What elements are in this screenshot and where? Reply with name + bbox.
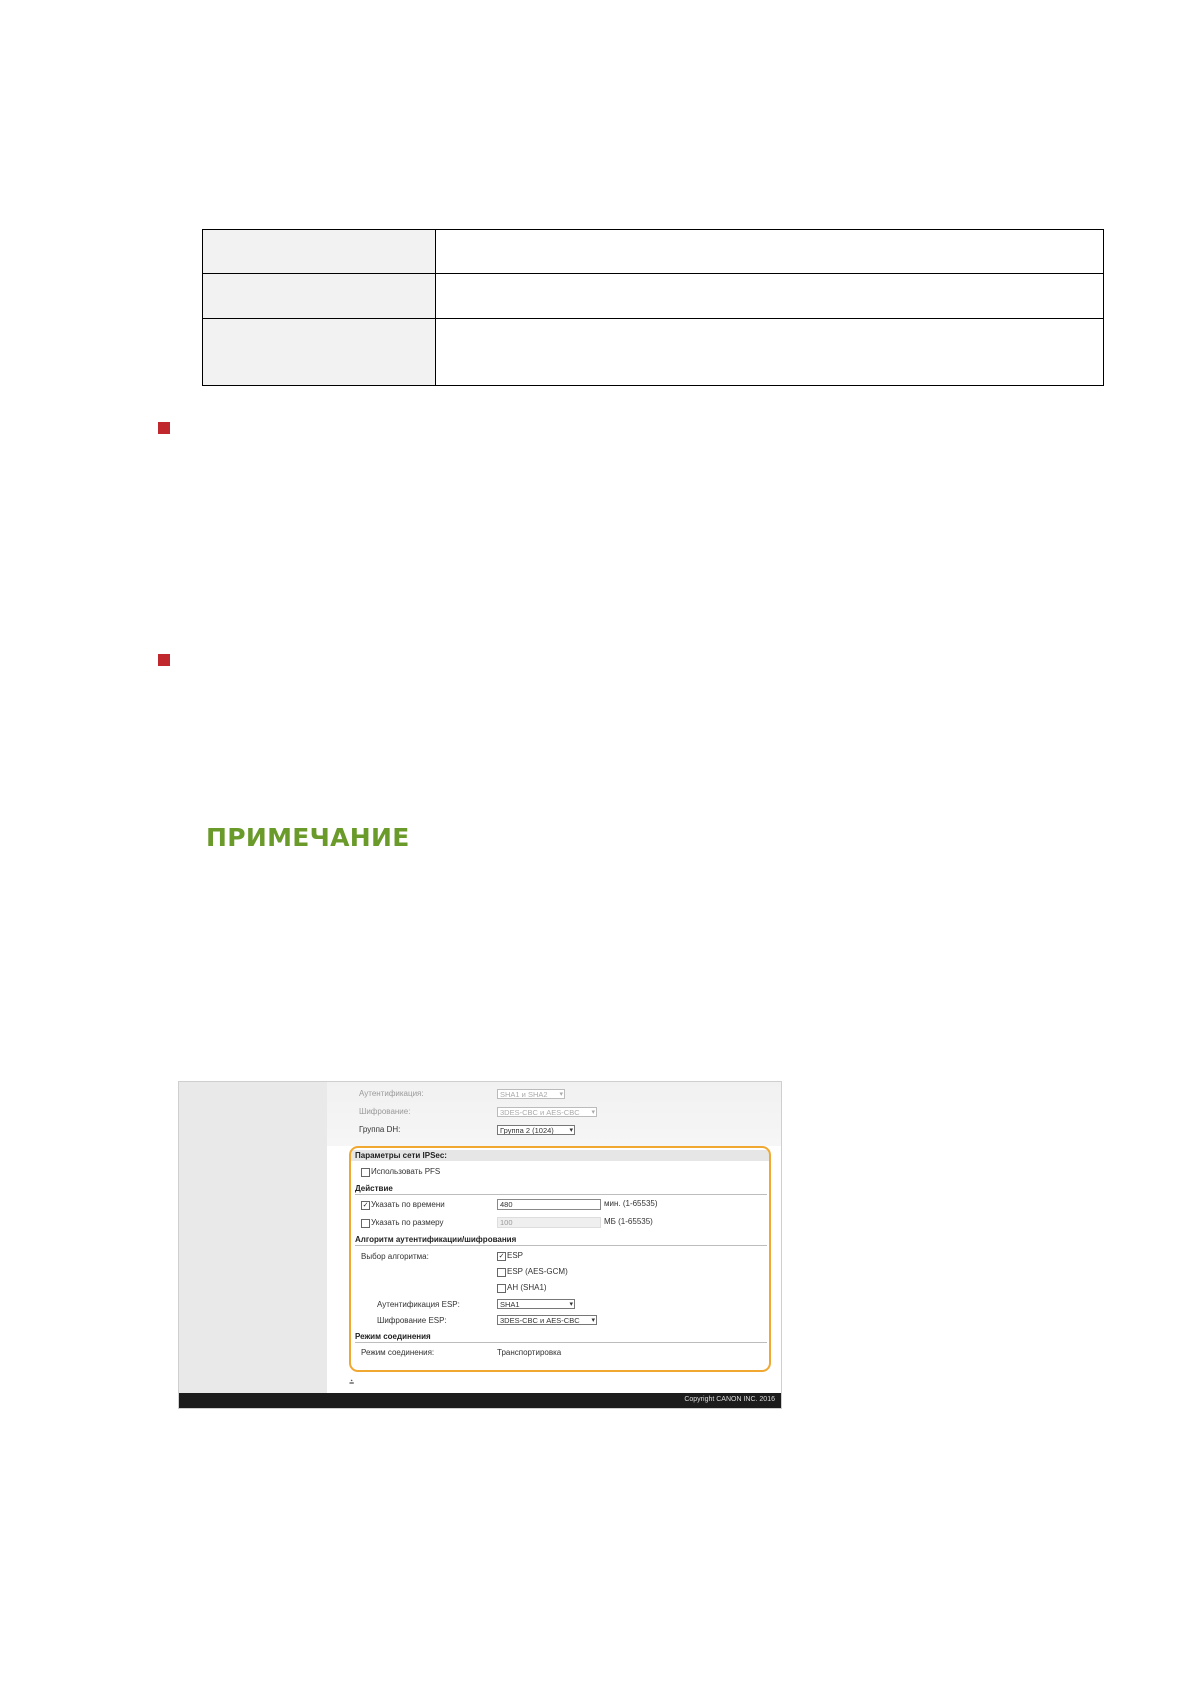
algo-select-label: Выбор алгоритма: [361,1252,429,1261]
use-pfs-label: Использовать PFS [371,1167,441,1176]
table-cell-label [203,230,436,274]
esp-enc-value: 3DES-CBC и AES-CBC [500,1316,580,1325]
highlight-frame [349,1146,771,1372]
info-table [202,229,1104,386]
check-icon: ✓ [362,1202,369,1209]
chevron-down-icon: ▾ [569,1127,573,1134]
by-size-input[interactable]: 100 [497,1217,601,1228]
settings-screenshot [178,1081,782,1409]
esp-label: ESP [507,1251,524,1260]
mode-value: Транспортировка [497,1348,562,1357]
note-title: ПРИМЕЧАНИЕ [206,823,410,852]
table-cell-value [436,274,1104,319]
by-time-label: Указать по времени [371,1200,445,1209]
ike-dh-select[interactable] [497,1125,575,1135]
esp-auth-value: SHA1 [500,1300,520,1309]
section-bullet-icon [158,422,170,434]
ike-dh-value: Группа 2 (1024) [500,1126,554,1135]
mode-label: Режим соединения: [361,1348,435,1357]
copyright-text: Copyright CANON INC. 2016 [684,1396,775,1403]
ike-auth-value: SHA1 и SHA2 [500,1090,548,1099]
esp-aes-gcm-label: ESP (AES-GCM) [507,1267,568,1276]
esp-enc-label: Шифрование ESP: [377,1316,447,1325]
table-cell-label [203,319,436,386]
algo-section-title: Алгоритм аутентификации/шифрования [355,1235,517,1244]
ike-enc-label: Шифрование: [359,1107,411,1116]
chevron-down-icon: ▾ [591,1317,595,1324]
ike-dh-label: Группа DH: [359,1125,401,1134]
by-time-unit: мин. (1-65535) [604,1199,658,1208]
table-row [203,274,1104,319]
table-cell-value [436,319,1104,386]
table-row [203,230,1104,274]
ipsec-section-title: Параметры сети IPSec: [355,1151,447,1160]
table-cell-label [203,274,436,319]
chevron-down-icon: ▾ [569,1301,573,1308]
check-icon: ✓ [498,1253,505,1260]
sidebar [179,1082,327,1393]
validity-section-title: Действие [355,1184,393,1193]
table-row [203,319,1104,386]
ike-enc-select[interactable] [497,1107,597,1117]
esp-auth-label: Аутентификация ESP: [377,1300,460,1309]
by-size-label: Указать по размеру [371,1218,444,1227]
ah-sha1-label: AH (SHA1) [507,1283,547,1292]
ike-enc-value: 3DES-CBC и AES-CBC [500,1108,580,1117]
ike-auth-select[interactable] [497,1089,565,1099]
footer-bar [179,1393,781,1409]
by-time-input[interactable]: 480 [497,1199,601,1210]
mode-section-title: Режим соединения [355,1332,431,1341]
back-to-top-icon[interactable]: ⩮ [349,1377,355,1387]
section-bullet-icon [158,654,170,666]
ike-auth-label: Аутентификация: [359,1089,424,1098]
by-size-unit: МБ (1-65535) [604,1217,653,1226]
chevron-down-icon: ▾ [591,1109,595,1116]
chevron-down-icon: ▾ [559,1091,563,1098]
table-cell-value [436,230,1104,274]
